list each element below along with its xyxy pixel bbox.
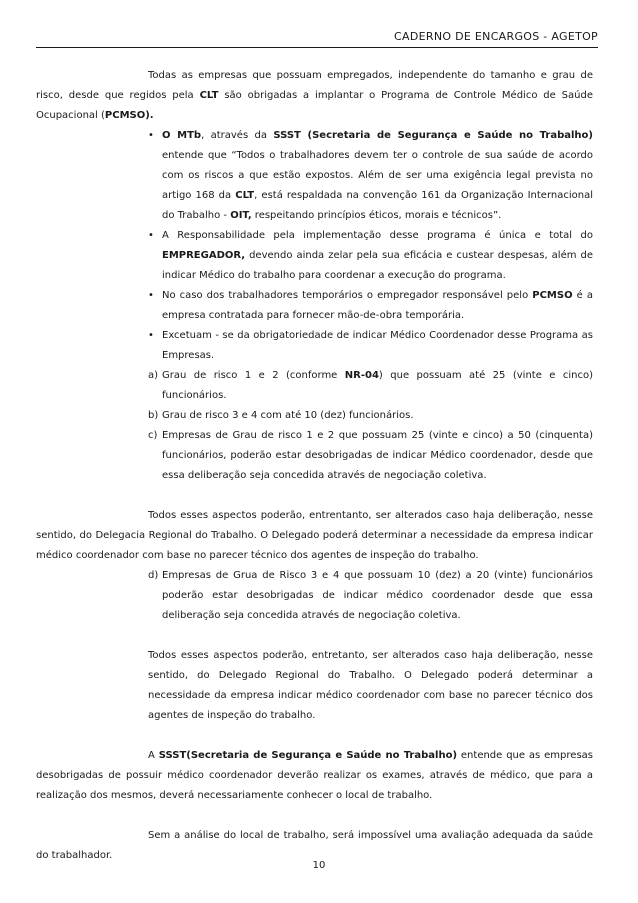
item-text (162, 366, 593, 406)
text-run: , através da (201, 130, 274, 141)
item-marker: c) (148, 430, 158, 441)
list-item (148, 226, 593, 286)
text-run: entende que “Todos o trabalhadores devem ter o controle de sua saúde de acordo com os riscos a que estão expostos. Além de ser uma exigência legal prevista no artigo 168 da (162, 150, 593, 201)
bullet-text: Excetuam - se da obrigatoriedade de indicar Médico Coordenador desse Programa as Empresas. (162, 330, 593, 361)
bold-run: CLT (235, 190, 255, 201)
list-item (148, 566, 593, 626)
list-item (148, 326, 593, 366)
page-number: 10 (312, 860, 326, 871)
paragraph-pcmso-intro (36, 66, 593, 126)
list-item (148, 366, 593, 406)
bold-run: CLT (199, 90, 219, 101)
text-run: Grau de risco 1 e 2 (conforme (162, 370, 345, 381)
text-run: No caso dos trabalhadores temporários o empregador responsável pelo (162, 290, 533, 301)
text-run: devendo ainda zelar pela sua eficácia e custear despesas, além de indicar Médico do trabalho para coordenar a execução do programa. (162, 250, 593, 281)
indented-block (148, 646, 593, 726)
bold-run: EMPREGADOR, (162, 250, 246, 261)
paragraph-conclusion: Sem a análise do local de trabalho, será impossível uma avaliação adequada da saúde do trabalhador. (36, 830, 593, 861)
list-item (148, 426, 593, 486)
paragraph-ssst (36, 746, 593, 806)
bullet-text (162, 126, 593, 226)
item-marker: d) (148, 570, 159, 581)
bold-run: SSST(Secretaria de Segurança e Saúde no Trabalho) (158, 750, 458, 761)
page-header (36, 30, 598, 48)
item-text: Grau de risco 3 e 4 com até 10 (dez) funcionários. (162, 410, 414, 421)
document-body (36, 66, 593, 866)
item-text: Empresas de Grua de Risco 3 e 4 que possuam 10 (dez) a 20 (vinte) funcionários poderão estar desobrigadas de indicar médico coordenador desde que essa deliberação seja concedida através de negociação coletiva. (162, 570, 593, 621)
bold-run: NR-04 (344, 370, 379, 381)
text-run: , está respaldada na convenção 161 da Organização Internacional do Trabalho - (162, 190, 593, 221)
bold-run: OIT, (230, 210, 252, 221)
text-run: A (148, 750, 159, 761)
item-text: Empresas de Grau de risco 1 e 2 que possuam 25 (vinte e cinco) a 50 (cinquenta) funcionários, poderão estar desobrigadas de indicar Médico coordenador, desde que essa deliberação seja concedida através de negociação coletiva. (162, 430, 593, 481)
text-run: entende que as empresas desobrigadas de possuir médico coordenador deverão realizar os exames, através de médico, que para a realização dos mesmos, deverá necessariamente conhecer o local de trabalho. (36, 750, 593, 801)
text-run: Todas as empresas que possuam empregados, independente do tamanho e grau de risco, desde que regidos pela (36, 70, 593, 101)
bullet-marker: • (148, 330, 154, 341)
bullet-list (148, 126, 593, 486)
item-marker: a) (148, 370, 159, 381)
spacer (36, 626, 593, 646)
text-run: é a empresa contratada para fornecer mão-de-obra temporária. (162, 290, 593, 321)
bullet-marker: • (148, 290, 154, 301)
list-item (148, 286, 593, 326)
bullet-text (162, 286, 593, 326)
bold-run: O MTb (162, 130, 202, 141)
list-item (148, 126, 593, 226)
text-run: A Responsabilidade pela implementação desse programa é única e total do (162, 230, 593, 241)
spacer (36, 806, 593, 826)
bullet-text (162, 226, 593, 286)
text-run: ) que possuam até 25 (vinte e cinco) funcionários. (162, 370, 593, 401)
paragraph-aspects-2: Todos esses aspectos poderão, entretanto, ser alterados caso haja deliberação, nesse sentido, do Delegado Regional do Trabalho. O Delegado poderá determinar a necessidade da empresa indicar médico coordenador com base no parecer técnico dos agentes de inspeção do trabalho. (148, 650, 593, 721)
bold-run: PCMSO). (104, 110, 154, 121)
text-run: respeitando princípios éticos, morais e técnicos”. (251, 210, 502, 221)
text-run: são obrigadas a implantar o Programa de Controle Médico de Saúde Ocupacional ( (36, 90, 593, 121)
header-title: CADERNO DE ENCARGOS - AGETOP (394, 30, 598, 43)
item-marker: b) (148, 410, 159, 421)
bullet-marker: • (148, 230, 154, 241)
bold-run: SSST (Secretaria de Segurança e Saúde no Trabalho) (273, 130, 593, 141)
list-continuation (148, 566, 593, 626)
spacer (36, 486, 593, 506)
spacer (36, 726, 593, 746)
bold-run: PCMSO (532, 290, 573, 301)
paragraph-aspects-1: Todos esses aspectos poderão, entrentanto, ser alterados caso haja deliberação, nesse sentido, do Delegacia Regional do Trabalho. O Delegado poderá determinar a necessidade da empresa indicar médico coordenador com base no parecer técnico dos agentes de inspeção do trabalho. (36, 510, 593, 561)
list-item (148, 406, 593, 426)
bullet-marker: • (148, 130, 154, 141)
header-rule (36, 47, 598, 48)
